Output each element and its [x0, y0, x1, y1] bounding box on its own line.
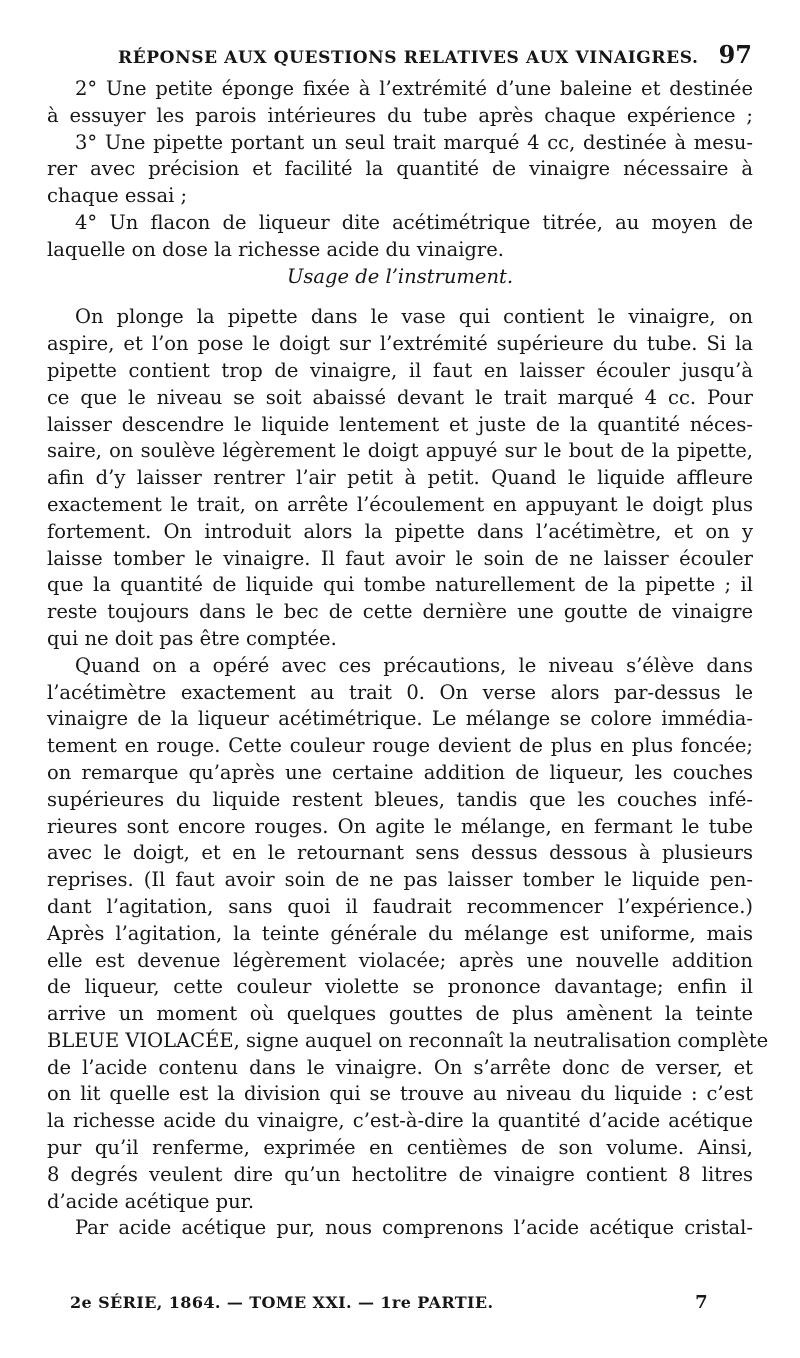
text-line: 2° Une petite éponge fixée à l’extrémité d’une baleine et destinée	[75, 77, 753, 100]
text-line: laquelle on dose la richesse acide du vinaigre.	[47, 237, 504, 261]
text-line: elle est devenue légèrement violacée; après une nouvelle addition	[47, 948, 753, 972]
text-line: Par acide acétique pur, nous comprenons l’acide acétique cristal-	[75, 1216, 753, 1240]
text-line: dant l’agitation, sans quoi il faudrait recommencer l’expérience.)	[47, 894, 753, 918]
text-line: laisse tomber le vinaigre. Il faut avoir le soin de ne laisser écouler	[47, 546, 753, 570]
text-line: de l’acide contenu dans le vinaigre. On s’arrête donc de verser, et	[47, 1055, 753, 1079]
text-line: tement en rouge. Cette couleur rouge devient de plus en plus foncée;	[47, 734, 753, 758]
text-line: pur qu’il renferme, exprimée en centièmes de son volume. Ainsi,	[47, 1136, 753, 1160]
text-line: reste toujours dans le bec de cette dernière une goutte de vinaigre	[47, 600, 753, 624]
paragraph-gap	[47, 290, 753, 304]
text-line: avec le doigt, et en le retournant sens dessus dessous à plusieurs	[47, 841, 753, 865]
text-line: 8 degrés veulent dire qu’un hectolitre de vinaigre contient 8 litres	[47, 1162, 753, 1186]
text-line: On plonge la pipette dans le vase qui contient le vinaigre, on	[75, 305, 753, 329]
text-line: 3° Une pipette portant un seul trait marqué 4 cc, destinée à mesu-	[75, 130, 753, 154]
text-line: vinaigre de la liqueur acétimétrique. Le mélange se colore immédia-	[47, 707, 753, 731]
text-line: Après l’agitation, la teinte générale du mélange est uniforme, mais	[47, 921, 753, 945]
text-line: qui ne doit pas être comptée.	[47, 626, 337, 650]
text-line: la richesse acide du vinaigre, c’est-à-dire la quantité d’acide acétique	[47, 1109, 753, 1133]
text-line: 4° Un flacon de liqueur dite acétimétrique titrée, au moyen de	[75, 210, 753, 234]
body-text	[47, 76, 769, 1242]
text-line: Quand on a opéré avec ces précautions, le niveau s’élève dans	[75, 653, 753, 677]
text-line: l’acétimètre exactement au trait 0. On verse alors par-dessus le	[47, 680, 753, 704]
page-number: 97	[718, 40, 752, 69]
text-line: on remarque qu’après une certaine addition de liqueur, les couches	[47, 760, 753, 784]
text-line: reprises. (Il faut avoir soin de ne pas laisser tomber le liquide pen-	[47, 868, 753, 892]
running-head	[118, 40, 752, 70]
text-line: arrive un moment où quelques gouttes de plus amènent la teinte	[47, 1002, 753, 1026]
text-line: à essuyer les parois intérieures du tube après chaque expérience ;	[47, 103, 753, 127]
text-line: laisser descendre le liquide lentement et juste de la quantité néces-	[47, 412, 753, 436]
page-footer	[70, 1292, 708, 1320]
running-title: RÉPONSE AUX QUESTIONS RELATIVES AUX VINAIGRES.	[118, 48, 699, 68]
text-line: BLEUE VIOLACÉE, signe auquel on reconnaît la neutralisation complète	[47, 1028, 769, 1052]
signature-mark: 7	[695, 1292, 708, 1313]
text-line: pipette contient trop de vinaigre, il faut en laisser écouler jusqu’à	[47, 358, 753, 382]
text-line: supérieures du liquide restent bleues, tandis que les couches infé-	[47, 787, 753, 811]
text-line: que la quantité de liquide qui tombe naturellement de la pipette ; il	[47, 573, 753, 597]
series-note: 2e SÉRIE, 1864. — TOME XXI. — 1re PARTIE.	[70, 1293, 494, 1312]
text-line: fortement. On introduit alors la pipette dans l’acétimètre, et on y	[47, 519, 753, 543]
text-line: de liqueur, cette couleur violette se prononce davantage; enfin il	[47, 975, 753, 999]
text-line: exactement le trait, on arrête l’écoulement en appuyant le doigt plus	[47, 492, 753, 516]
text-line: chaque essai ;	[47, 184, 188, 208]
text-line: rer avec précision et facilité la quantité de vinaigre nécessaire à	[47, 157, 753, 181]
text-line: saire, on soulève légèrement le doigt appuyé sur le bout de la pipette,	[47, 439, 753, 463]
text-line: aspire, et l’on pose le doigt sur l’extrémité supérieure du tube. Si la	[47, 332, 753, 356]
text-line: ce que le niveau se soit abaissé devant le trait marqué 4 cc. Pour	[47, 385, 753, 409]
text-line: on lit quelle est la division qui se trouve au niveau du liquide : c’est	[47, 1082, 753, 1106]
text-line: rieures sont encore rouges. On agite le mélange, en fermant le tube	[47, 814, 753, 838]
text-line: d’acide acétique pur.	[47, 1189, 255, 1213]
text-line: afin d’y laisser rentrer l’air petit à petit. Quand le liquide affleure	[47, 466, 753, 490]
section-heading: Usage de l’instrument.	[286, 264, 514, 288]
